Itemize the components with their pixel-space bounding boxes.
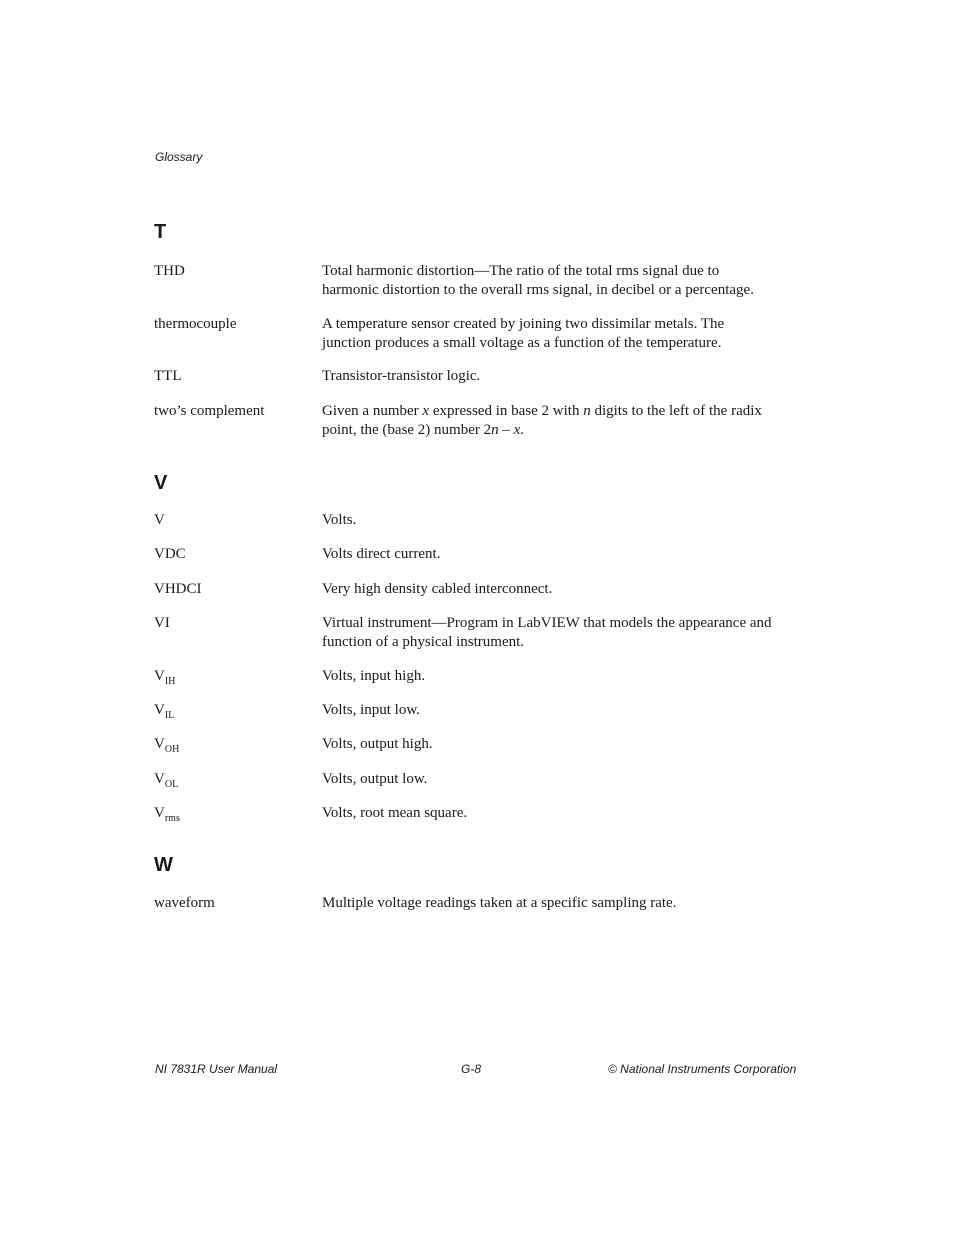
term-subscript: OL <box>164 779 179 790</box>
math-variable: n <box>491 422 499 438</box>
glossary-def-vdc: Volts direct current. <box>322 546 441 562</box>
def-text: expressed in base 2 with <box>429 403 584 419</box>
glossary-def-vhdci: Very high density cabled interconnect. <box>322 581 553 597</box>
glossary-def-ttl: Transistor-transistor logic. <box>322 368 481 384</box>
glossary-term-vhdci: VHDCI <box>154 581 202 597</box>
term-subscript: IH <box>164 676 176 687</box>
math-variable: x <box>422 403 430 419</box>
running-head: Glossary <box>155 150 203 164</box>
glossary-term-vih <box>154 667 314 686</box>
term-base: V <box>154 736 165 752</box>
term-subscript: OH <box>164 744 180 755</box>
term-base: V <box>154 668 165 684</box>
term-base: V <box>154 771 165 787</box>
glossary-def-voh: Volts, output high. <box>322 736 433 752</box>
glossary-term-ttl: TTL <box>154 368 182 384</box>
glossary-def-waveform: Multiple voltage readings taken at a specific sampling rate. <box>322 895 677 911</box>
def-line: junction produces a small voltage as a function of the temperature. <box>322 335 722 351</box>
glossary-term-vdc: VDC <box>154 546 186 562</box>
math-variable: x <box>513 422 521 438</box>
glossary-term-waveform: waveform <box>154 895 215 911</box>
def-text: Given a number <box>322 403 423 419</box>
def-line: Virtual instrument—Program in LabVIEW that models the appearance and <box>322 615 772 631</box>
footer-copyright: © National Instruments Corporation <box>608 1062 797 1076</box>
def-line: A temperature sensor created by joining two dissimilar metals. The <box>322 316 725 332</box>
def-text: . <box>520 422 525 438</box>
def-line: Total harmonic distortion—The ratio of the total rms signal due to <box>322 263 720 279</box>
def-line: function of a physical instrument. <box>322 634 525 650</box>
glossary-def-thermocouple <box>322 315 792 353</box>
term-base: V <box>154 702 165 718</box>
glossary-def-vi <box>322 614 792 652</box>
glossary-term-voh <box>154 735 314 754</box>
section-heading-w: W <box>154 854 173 876</box>
glossary-term-twos-complement: two’s complement <box>154 403 265 419</box>
glossary-term-thd: THD <box>154 263 185 279</box>
glossary-term-v: V <box>154 512 165 528</box>
glossary-def-thd <box>322 262 792 300</box>
glossary-term-vil <box>154 701 314 720</box>
footer-manual-title: NI 7831R User Manual <box>155 1062 278 1076</box>
glossary-def-vrms: Volts, root mean square. <box>322 805 468 821</box>
math-variable: n <box>583 403 591 419</box>
glossary-def-vih: Volts, input high. <box>322 668 426 684</box>
term-subscript: rms <box>164 813 180 824</box>
section-heading-t: T <box>154 221 167 243</box>
term-base: V <box>154 805 165 821</box>
glossary-def-v: Volts. <box>322 512 357 528</box>
glossary-def-vol: Volts, output low. <box>322 771 428 787</box>
glossary-term-vi: VI <box>154 615 170 631</box>
term-subscript: IL <box>164 710 175 721</box>
def-text: – <box>498 422 514 438</box>
def-text: digits to the left of the radix <box>590 403 762 419</box>
section-heading-v: V <box>154 472 168 494</box>
def-text: point, the (base 2) number 2 <box>322 422 492 438</box>
footer-page-number: G-8 <box>461 1062 482 1076</box>
glossary-term-vrms <box>154 804 314 823</box>
glossary-term-vol <box>154 770 314 789</box>
def-line: harmonic distortion to the overall rms signal, in decibel or a percentage. <box>322 282 754 298</box>
glossary-term-thermocouple: thermocouple <box>154 316 237 332</box>
glossary-def-vil: Volts, input low. <box>322 702 420 718</box>
glossary-def-twos-complement <box>322 402 792 440</box>
